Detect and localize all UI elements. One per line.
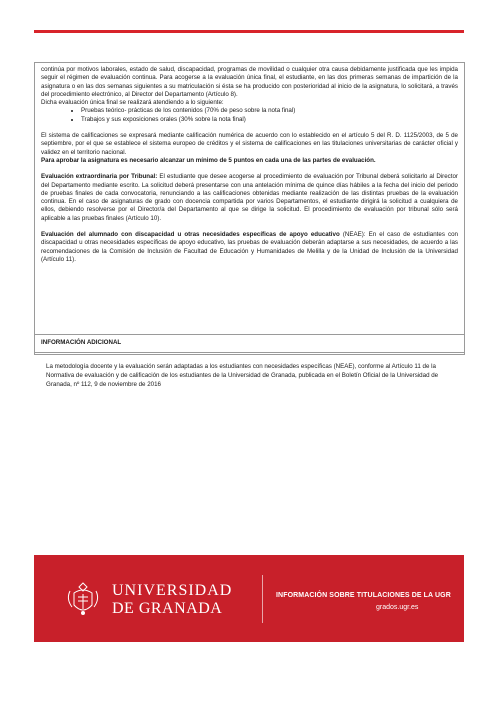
university-crest-icon: [64, 579, 102, 619]
paragraph-single-final-intro: Dicha evaluación única final se realizará atendiendo a lo siguiente:: [41, 99, 224, 107]
additional-info-text: La metodología docente y la evaluación serán adaptadas a los estudiantes con necesidades específicas (NEAE), conforme al Artículo 11 de la Normativa de evaluación y de calificación de los estudiantes de la Universidad de Granada, publicada en el Boletín Oficial de la Universidad de Granada, nº 112, 9 de noviembre de 2016: [46, 363, 439, 388]
footer-info-title: INFORMACIÓN SOBRE TITULACIONES DE LA UGR: [276, 592, 451, 599]
footer-divider: [262, 575, 263, 623]
additional-info-heading: INFORMACIÓN ADICIONAL: [35, 335, 464, 353]
header-rule: [34, 30, 464, 33]
tribunal-heading: Evaluación extraordinaria por Tribunal:: [41, 173, 158, 181]
evaluation-section: [35, 63, 464, 335]
tribunal-text: El estudiante que desee acogerse al procedimiento de evaluación por Tribunal deberá solicitarlo al Director del Departamento mediante escrito. La solicitud deberá presentarse con una antelación mínima de quince días hábiles a la fecha del inicio del periodo de pruebas finales de cada convocatoria, renunciando a las calificaciones obtenidas mediante realización de las distintas pruebas de la evaluación continua. En el caso de asignaturas de grado con docencia compartida por varios Departamentos, el estudiante dirigirá la solicitud a cualquiera de ellos, debiendo resolverse por el Director/a del Departamento al que se dirige la solicitud. El procedimiento de evaluación por tribunal sólo será aplicable a las pruebas finales (Artículo 10).: [41, 173, 458, 222]
evaluation-table: [34, 62, 465, 355]
university-name-line1: UNIVERSIDAD: [112, 582, 233, 599]
paragraph-single-final: continúa por motivos laborales, estado de salud, discapacidad, programas de movilidad o cualquier otra causa debidamente justificada que les impida seguir el régimen de evaluación continua. Para acogerse a la evaluación única final, el estudiante, en las dos primeras semanas de impartición de la asignatura o en las dos semanas siguientes a su matriculación si ésta se ha producido con posterioridad al inicio de la asignatura, lo solicitará, a través del procedimiento electrónico, al Director del Departamento (Artículo 8).: [41, 66, 458, 98]
footer-url-link[interactable]: grados.ugr.es: [376, 604, 419, 611]
paragraph-tribunal: [41, 173, 458, 223]
list-item: • Pruebas teórico- prácticas de los contenidos (70% de peso sobre la nota final): [81, 107, 458, 115]
paragraph-neae: [41, 231, 458, 264]
footer-banner: [34, 555, 464, 642]
evaluation-criteria-list: [41, 107, 458, 124]
neae-heading: Evaluación del alumnado con discapacidad u otras necesidades específicas de apoyo educativo: [41, 231, 340, 239]
paragraph-grading-system: El sistema de calificaciones se expresará mediante calificación numérica de acuerdo con lo establecido en el artículo 5 del R. D. 1125/2003, de 5 de septiembre, por el que se establece el sistema europeo de créditos y el sistema de calificaciones en las titulaciones universitarias de carácter oficial y validez en el territorio nacional.: [41, 132, 458, 156]
list-item: • Trabajos y sus exposiciones orales (30% sobre la nota final): [81, 116, 458, 124]
neae-text: (NEAE): En el caso de estudiantes con discapacidad u otras necesidades específicas de apoyo educativo, las pruebas de evaluación deberán adaptarse a sus necesidades, de acuerdo a las recomendaciones de la Comisión de Inclusión de Facultad de Educación y Humanidades de Melilla y de la Unidad de Inclusión de la Universidad (Artículo 11).: [41, 231, 458, 263]
university-name-line2: DE GRANADA: [112, 600, 223, 617]
paragraph-pass-requirement: Para aprobar la asignatura es necesario alcanzar un mínimo de 5 puntos en cada una de las partes de evaluación.: [41, 156, 376, 164]
